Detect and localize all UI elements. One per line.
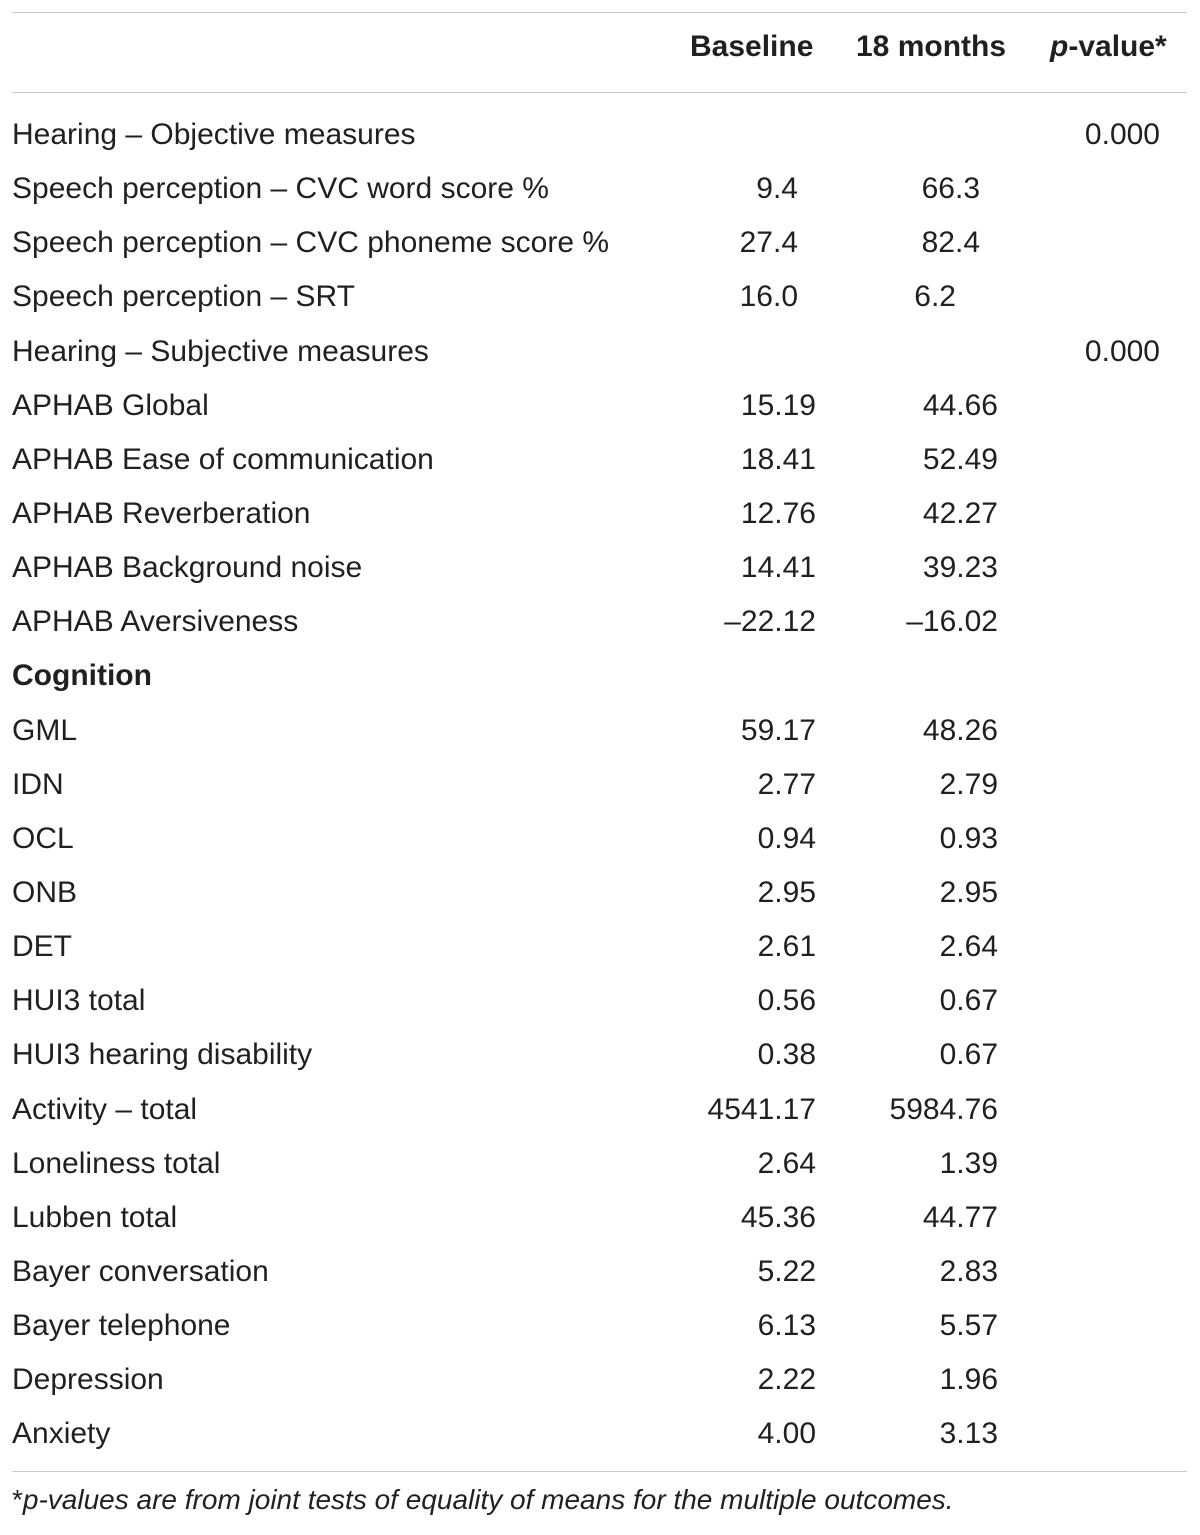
cell-baseline: 2.77 [757, 767, 816, 801]
row-label: HUI3 hearing disability [12, 1038, 313, 1072]
table-header-row [0, 30, 1200, 76]
cell-baseline: 4.00 [757, 1417, 816, 1451]
table-row [0, 541, 1200, 595]
section-heading: Cognition [12, 659, 152, 693]
cell-baseline: 14.41 [740, 551, 816, 585]
cell-18-months: 44.77 [922, 1200, 998, 1234]
table-row [0, 1245, 1200, 1299]
table-row [0, 325, 1200, 379]
row-label: Speech perception – CVC word score % [12, 172, 549, 206]
cell-baseline: 2.64 [757, 1146, 816, 1180]
header-18-months: 18 months [856, 30, 1007, 63]
table-row [0, 920, 1200, 974]
table-row [0, 1028, 1200, 1082]
cell-baseline: 6.13 [757, 1309, 816, 1343]
table-header-rule [12, 92, 1187, 93]
cell-18-months: 6.2 [914, 280, 956, 314]
row-label: Bayer telephone [12, 1309, 231, 1343]
table-row [0, 812, 1200, 866]
cell-baseline: 2.61 [757, 930, 816, 964]
cell-18-months: 3.13 [939, 1417, 998, 1451]
table-row [0, 433, 1200, 487]
cell-18-months: 5.57 [939, 1309, 998, 1343]
row-label: Hearing – Objective measures [12, 118, 416, 151]
footnote-text: p-values are from joint tests of equality of means for the multiple outcomes. [22, 1484, 954, 1515]
cell-18-months: 0.67 [939, 984, 998, 1018]
cell-baseline: 12.76 [740, 496, 816, 530]
cell-baseline: 2.95 [757, 875, 816, 909]
cell-18-months: 44.66 [922, 388, 998, 422]
table-row [0, 704, 1200, 758]
row-label: APHAB Background noise [12, 551, 363, 585]
header-baseline: Baseline [690, 30, 814, 63]
table-row [0, 1083, 1200, 1137]
table-row [0, 1353, 1200, 1407]
row-label: HUI3 total [12, 984, 146, 1018]
row-label: Anxiety [12, 1417, 111, 1451]
cell-baseline: 4541.17 [707, 1092, 816, 1126]
cell-baseline: 2.22 [757, 1363, 816, 1397]
cell-18-months: 66.3 [921, 172, 980, 206]
table-row [0, 1299, 1200, 1353]
row-label: APHAB Global [12, 388, 209, 422]
table-row [0, 1137, 1200, 1191]
cell-18-months: 1.39 [939, 1146, 998, 1180]
table-row [0, 270, 1200, 324]
cell-baseline: 0.38 [757, 1038, 816, 1072]
table-row [0, 866, 1200, 920]
cell-p-value: 0.000 [1084, 334, 1160, 368]
row-label: Loneliness total [12, 1146, 221, 1180]
cell-baseline: 0.94 [757, 821, 816, 855]
header-p-suffix: -value* [1068, 30, 1167, 63]
cell-18-months: 2.79 [939, 767, 998, 801]
cell-18-months: 42.27 [922, 496, 998, 530]
cell-18-months: 48.26 [922, 713, 998, 747]
cell-18-months: 82.4 [921, 226, 980, 260]
cell-18-months: 39.23 [922, 551, 998, 585]
table-row [0, 649, 1200, 703]
table-bottom-rule [12, 1471, 1187, 1472]
header-p-letter: p [1050, 30, 1069, 63]
cell-18-months: –16.02 [906, 605, 998, 639]
cell-18-months: 2.95 [939, 875, 998, 909]
table-row [0, 758, 1200, 812]
table-body [0, 108, 1200, 1462]
cell-18-months: 0.67 [939, 1038, 998, 1072]
cell-18-months: 0.93 [939, 821, 998, 855]
cell-p-value: 0.000 [1084, 118, 1160, 151]
cell-baseline: 0.56 [757, 984, 816, 1018]
cell-18-months: 1.96 [939, 1363, 998, 1397]
cell-baseline: 9.4 [756, 172, 798, 206]
table-row [0, 379, 1200, 433]
cell-18-months: 5984.76 [889, 1092, 998, 1126]
row-label: Speech perception – CVC phoneme score % [12, 226, 610, 260]
cell-18-months: 2.83 [939, 1254, 998, 1288]
cell-baseline: 5.22 [757, 1254, 816, 1288]
row-label: DET [12, 930, 72, 964]
row-label: Speech perception – SRT [12, 280, 355, 314]
table-row [0, 162, 1200, 216]
cell-baseline: 18.41 [740, 442, 816, 476]
table-row [0, 1191, 1200, 1245]
row-label: GML [12, 713, 78, 747]
row-label: Hearing – Subjective measures [12, 334, 429, 368]
cell-baseline: 45.36 [740, 1200, 816, 1234]
row-label: APHAB Reverberation [12, 496, 311, 530]
table-row [0, 974, 1200, 1028]
row-label: Bayer conversation [12, 1254, 269, 1288]
cell-18-months: 52.49 [922, 442, 998, 476]
row-label: IDN [12, 767, 64, 801]
row-label: Lubben total [12, 1200, 178, 1234]
cell-baseline: –22.12 [724, 605, 816, 639]
table-footnote [12, 1484, 954, 1516]
header-p-value [1050, 30, 1190, 64]
table-row [0, 108, 1200, 162]
table-row [0, 1407, 1200, 1461]
table-row [0, 487, 1200, 541]
row-label: APHAB Aversiveness [12, 605, 299, 639]
row-label: APHAB Ease of communication [12, 442, 434, 476]
table-top-rule [12, 12, 1187, 13]
row-label: Depression [12, 1363, 164, 1397]
cell-18-months: 2.64 [939, 930, 998, 964]
cell-baseline: 59.17 [740, 713, 816, 747]
cell-baseline: 15.19 [740, 388, 816, 422]
row-label: OCL [12, 821, 74, 855]
row-label: ONB [12, 875, 78, 909]
row-label: Activity – total [12, 1092, 198, 1126]
cell-baseline: 16.0 [739, 280, 798, 314]
table-row [0, 595, 1200, 649]
cell-baseline: 27.4 [739, 226, 798, 260]
footnote-star: * [12, 1484, 23, 1515]
table-row [0, 216, 1200, 270]
